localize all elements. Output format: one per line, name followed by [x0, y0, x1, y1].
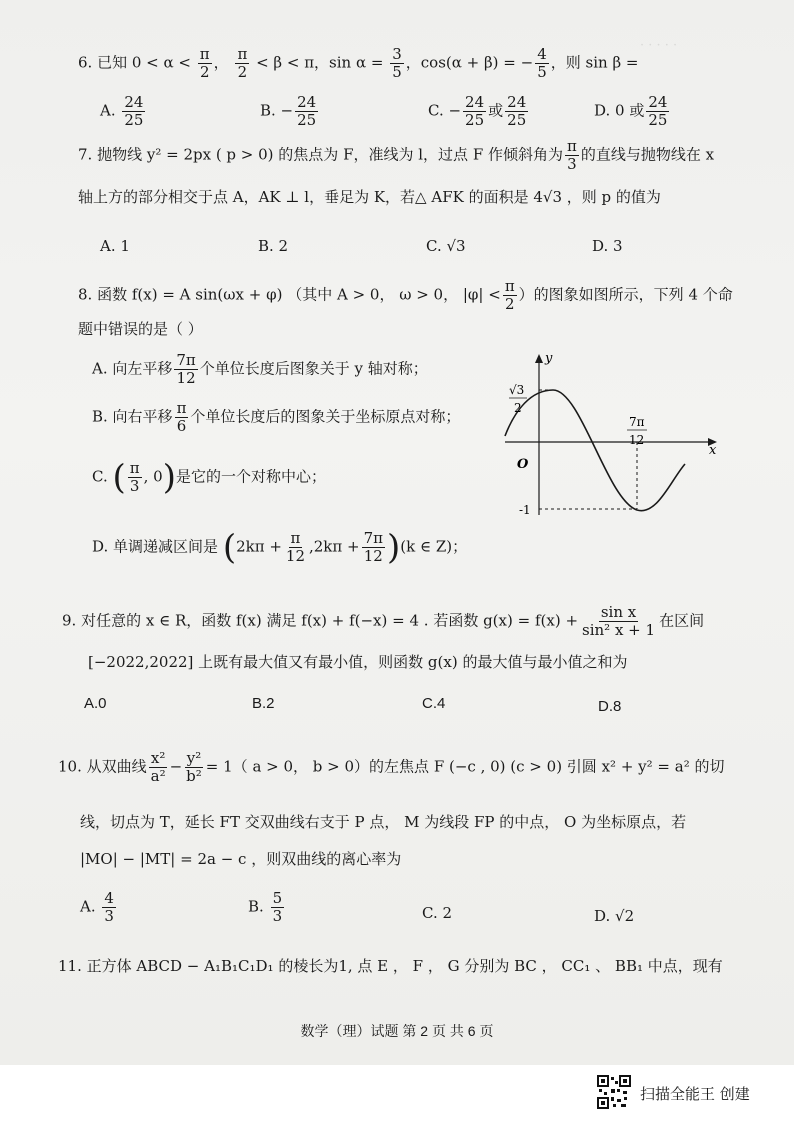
y-axis-label: y — [545, 351, 553, 366]
page-footer: 数学（理）试题 第 2 页 共 6 页 — [300, 1023, 494, 1039]
ymin-label: -1 — [519, 503, 531, 517]
q10-option-a[interactable]: A. $\frac{4}{3}$ — [80, 889, 114, 925]
question-10-line-3: |MO| − |MT| = 2a − c ，则双曲线的离心率为 — [80, 850, 402, 868]
q9-option-d[interactable]: D.8 — [598, 698, 622, 715]
y-axis-arrow — [535, 354, 543, 363]
q7-option-c[interactable]: C. √3 — [426, 237, 466, 255]
q6-option-d[interactable]: D. 0 或 $\frac{24}{25}$ — [594, 93, 668, 129]
qr-code-icon — [597, 1075, 631, 1109]
q9-option-a[interactable]: A.0 — [84, 695, 107, 712]
q6-option-b[interactable]: B. − $\frac{24}{25}$ — [260, 93, 317, 129]
q9-option-b[interactable]: B.2 — [252, 695, 275, 712]
question-9-line-1: 9. 对任意的 x ∈ R，函数 f(x) 满足 f(x) + f(−x) = 4 . 若函数 g(x) = f(x) + $\frac{\text{sin x}}{\text{sin² x + 1}}$ 在区间 — [62, 603, 705, 639]
question-8-line-2: 题中错误的是（ ） — [78, 320, 203, 338]
bleed-through-text: · · · · · — [640, 38, 678, 53]
ymax-den: 2 — [514, 401, 522, 415]
question-10-line-2: 线，切点为 T，延长 FT 交双曲线右支于 P 点， M 为线段 FP 的中点， O 为坐标原点，若 — [80, 813, 687, 831]
origin-label: O — [517, 457, 529, 472]
q10-option-c[interactable]: C. 2 — [422, 904, 453, 922]
q6-option-a[interactable]: A. $\frac{24}{25}$ — [100, 93, 144, 129]
x-axis-label: x — [709, 443, 717, 458]
question-10-line-1: 10. 从双曲线 $\frac{\text{x²}}{\text{a²}}$ − $\frac{\text{y²}}{\text{b²}}$ = 1（ a > 0， b > 0）的左焦点 F (−c , 0) (c > 0) 引圆 x² + y² = a² 的切 — [58, 749, 725, 785]
question-6: 6. 已知 0 < α < $\frac{\pi}{2}$ ， $\frac{\pi}{2}$ < β < π，sin α = $\frac{3}{5}$ ，cos(α + β) = − $\frac{4}{5}$ ，则 sin β = — [78, 45, 639, 81]
q10-option-d[interactable]: D. √2 — [594, 907, 635, 925]
sine-curve — [505, 390, 685, 511]
q6-option-c[interactable]: C. − $\frac{24}{25}$ 或 $\frac{24}{25}$ — [428, 93, 527, 129]
ymax-num: √3 — [509, 383, 525, 397]
xmark-num: 7π — [629, 415, 645, 429]
q8-option-c[interactable]: C. ( $\frac{\pi}{3}$ , 0)是它的一个对称中心； — [92, 457, 326, 498]
question-8-line-1: 8. 函数 f(x) = A sin(ωx + φ) （其中 A > 0， ω > 0， |φ| < $\frac{\pi}{2}$ ）的图象如图所示，下列 4 个命 — [78, 277, 733, 313]
q10-option-b[interactable]: B. $\frac{5}{3}$ — [248, 889, 283, 925]
q7-option-b[interactable]: B. 2 — [258, 237, 289, 255]
q9-option-c[interactable]: C.4 — [422, 695, 446, 712]
q7-option-d[interactable]: D. 3 — [592, 237, 623, 255]
q8-option-a[interactable]: A. 向左平移 $\frac{7\pi}{12}$ 个单位长度后图象关于 y 轴对称； — [92, 351, 428, 387]
question-11-line-1: 11. 正方体 ABCD − A₁B₁C₁D₁ 的棱长为1, 点 E ， F ， G 分别为 BC ， CC₁ 、 BB₁ 中点，现有 — [58, 957, 723, 975]
question-7-line-1: 7. 抛物线 y² = 2px ( p > 0) 的焦点为 F，准线为 l，过点 F 作倾斜角为 $\frac{\pi}{3}$ 的直线与抛物线在 x — [78, 137, 715, 173]
question-7-line-2: 轴上方的部分相交于点 A，AK ⊥ l，垂足为 K，若△ AFK 的面积是 4√3 ，则 p 的值为 — [78, 188, 661, 206]
q7-option-a[interactable]: A. 1 — [100, 237, 130, 255]
xmark-den: 12 — [629, 433, 645, 447]
q8-option-d[interactable]: D. 单调递减区间是 (2kπ + $\frac{\pi}{12}$ ,2kπ + $\frac{7\pi}{12}$ )(k ∈ Z)； — [92, 527, 468, 568]
q8-option-b[interactable]: B. 向右平移 $\frac{\pi}{6}$ 个单位长度后的图象关于坐标原点对称； — [92, 399, 461, 435]
question-9-line-2: [−2022,2022] 上既有最大值又有最小值，则函数 g(x) 的最大值与最小值之和为 — [88, 653, 628, 671]
scanner-brand-label: 扫描全能王 创建 — [640, 1085, 750, 1103]
sine-graph — [495, 350, 725, 520]
